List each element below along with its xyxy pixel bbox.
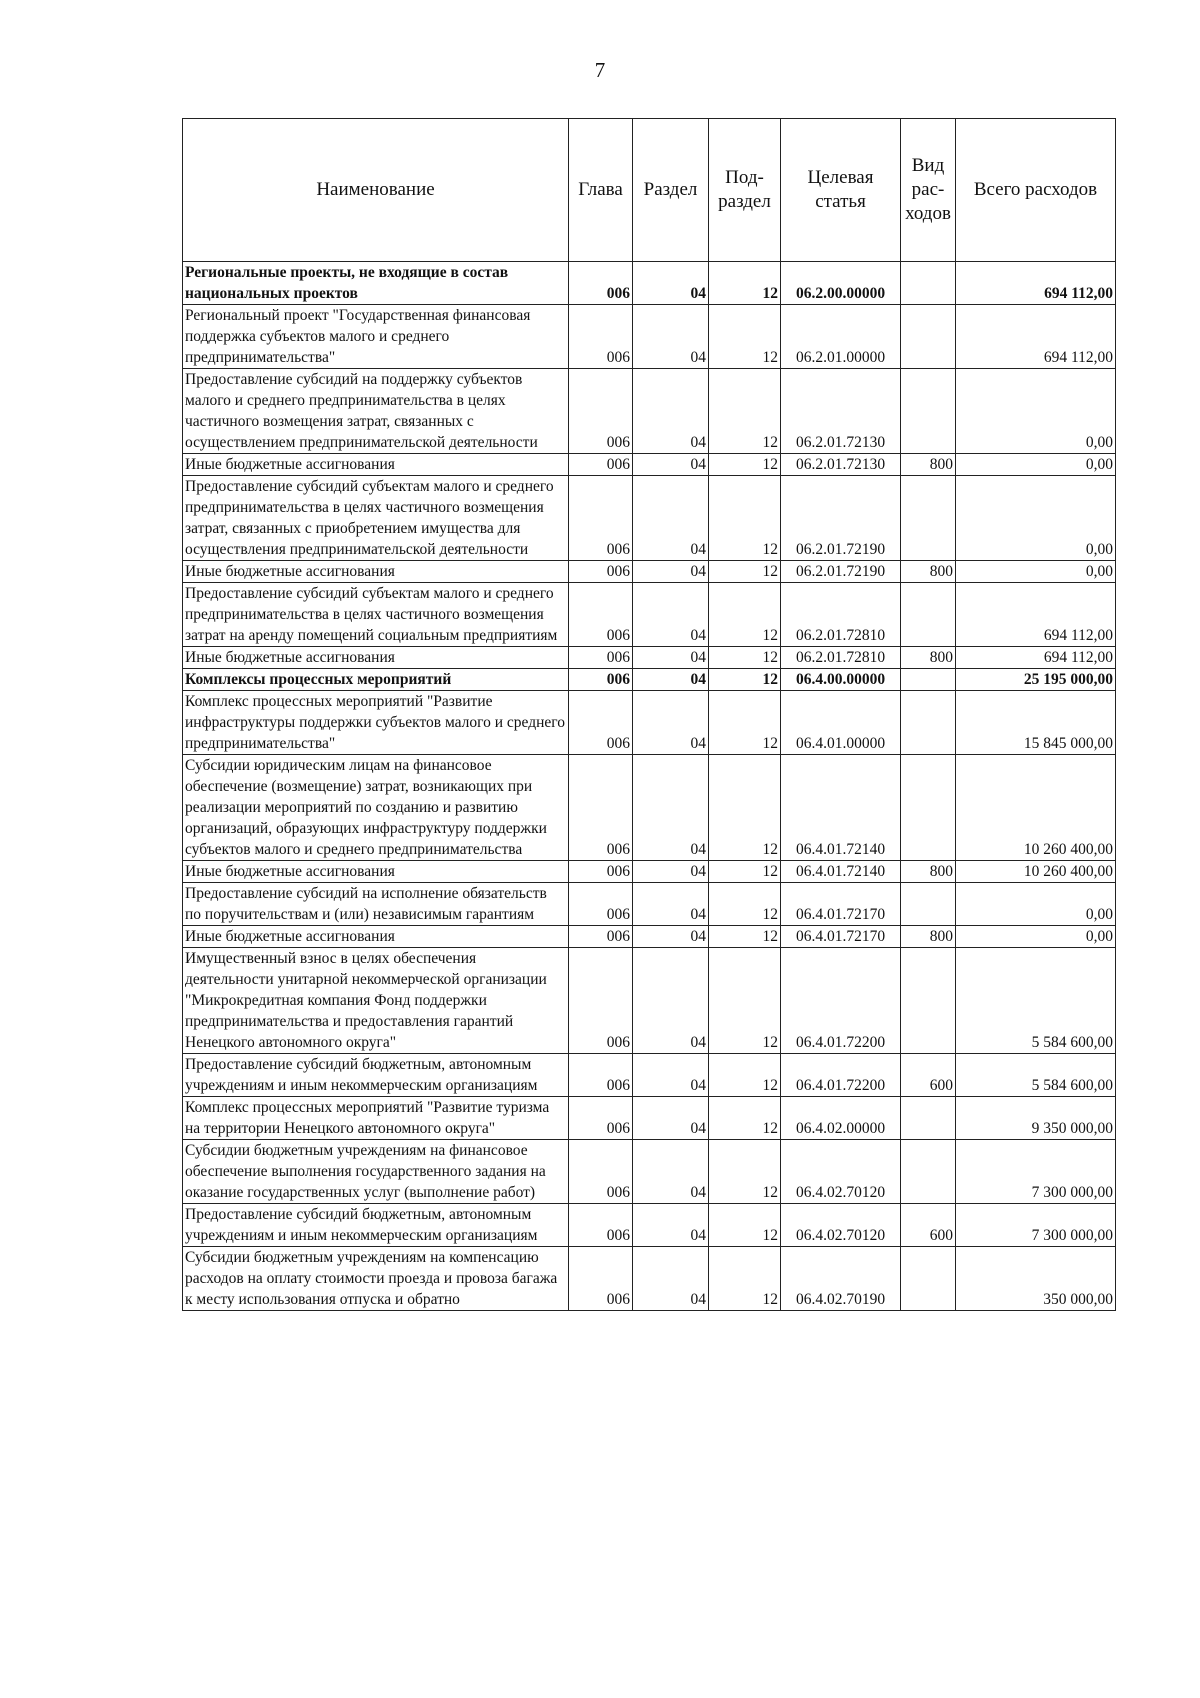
row-vid [901, 369, 956, 454]
row-stat: 06.2.00.00000 [781, 262, 901, 305]
row-glava: 006 [569, 1247, 633, 1311]
row-total: 0,00 [956, 369, 1116, 454]
row-vid [901, 476, 956, 561]
row-name: Иные бюджетные ассигнования [183, 454, 569, 476]
budget-table [182, 118, 1116, 1311]
row-glava: 006 [569, 883, 633, 926]
row-total: 0,00 [956, 561, 1116, 583]
row-glava: 006 [569, 948, 633, 1054]
row-total: 25 195 000,00 [956, 669, 1116, 691]
row-razdel: 04 [633, 669, 709, 691]
row-razdel: 04 [633, 1204, 709, 1247]
row-glava: 006 [569, 561, 633, 583]
row-name: Предоставление субсидий на поддержку субъектов малого и среднего предпринимательства в целях частичного возмещения затрат, связанных с осуществлением предпринимательской деятельности [183, 369, 569, 454]
row-stat: 06.4.01.72170 [781, 926, 901, 948]
row-vid: 600 [901, 1054, 956, 1097]
row-razdel: 04 [633, 305, 709, 369]
row-stat: 06.4.01.72200 [781, 1054, 901, 1097]
row-glava: 006 [569, 476, 633, 561]
row-stat: 06.2.01.72810 [781, 647, 901, 669]
row-glava: 006 [569, 1097, 633, 1140]
row-name: Иные бюджетные ассигнования [183, 926, 569, 948]
row-total: 0,00 [956, 476, 1116, 561]
row-razdel: 04 [633, 1097, 709, 1140]
row-razdel: 04 [633, 926, 709, 948]
row-podrazdel: 12 [709, 1054, 781, 1097]
row-podrazdel: 12 [709, 305, 781, 369]
table-row [183, 369, 1116, 454]
row-podrazdel: 12 [709, 755, 781, 861]
row-name: Субсидии юридическим лицам на финансовое обеспечение (возмещение) затрат, возникающих при реализации мероприятий по созданию и развитию организаций, образующих инфраструктуру поддержки субъектов малого и среднего предпринимательства [183, 755, 569, 861]
row-glava: 006 [569, 262, 633, 305]
header-name: Наименование [183, 119, 569, 262]
row-razdel: 04 [633, 883, 709, 926]
row-name: Комплекс процессных мероприятий "Развитие туризма на территории Ненецкого автономного округа" [183, 1097, 569, 1140]
row-name: Иные бюджетные ассигнования [183, 861, 569, 883]
row-stat: 06.2.01.00000 [781, 305, 901, 369]
row-podrazdel: 12 [709, 1204, 781, 1247]
table-row [183, 948, 1116, 1054]
row-glava: 006 [569, 1140, 633, 1204]
row-name: Предоставление субсидий бюджетным, автономным учреждениям и иным некоммерческим организациям [183, 1054, 569, 1097]
row-vid [901, 262, 956, 305]
row-name: Субсидии бюджетным учреждениям на компенсацию расходов на оплату стоимости проезда и провоза багажа к месту использования отпуска и обратно [183, 1247, 569, 1311]
row-podrazdel: 12 [709, 861, 781, 883]
row-vid [901, 1247, 956, 1311]
row-vid: 800 [901, 454, 956, 476]
row-razdel: 04 [633, 262, 709, 305]
row-razdel: 04 [633, 1054, 709, 1097]
row-total: 694 112,00 [956, 647, 1116, 669]
row-stat: 06.4.01.72140 [781, 861, 901, 883]
row-name: Субсидии бюджетным учреждениям на финансовое обеспечение выполнения государственного задания на оказание государственных услуг (выполнение работ) [183, 1140, 569, 1204]
row-total: 0,00 [956, 926, 1116, 948]
row-razdel: 04 [633, 454, 709, 476]
header-razdel: Раздел [633, 119, 709, 262]
row-podrazdel: 12 [709, 647, 781, 669]
row-total: 9 350 000,00 [956, 1097, 1116, 1140]
row-name: Региональный проект "Государственная финансовая поддержка субъектов малого и среднего предпринимательства" [183, 305, 569, 369]
row-podrazdel: 12 [709, 369, 781, 454]
row-total: 7 300 000,00 [956, 1140, 1116, 1204]
row-razdel: 04 [633, 369, 709, 454]
row-total: 0,00 [956, 883, 1116, 926]
header-glava: Глава [569, 119, 633, 262]
row-name: Иные бюджетные ассигнования [183, 561, 569, 583]
row-name: Комплексы процессных мероприятий [183, 669, 569, 691]
row-razdel: 04 [633, 647, 709, 669]
row-razdel: 04 [633, 948, 709, 1054]
row-podrazdel: 12 [709, 454, 781, 476]
row-podrazdel: 12 [709, 1097, 781, 1140]
row-vid: 800 [901, 647, 956, 669]
row-glava: 006 [569, 454, 633, 476]
table-row [183, 476, 1116, 561]
row-vid [901, 1097, 956, 1140]
row-total: 694 112,00 [956, 305, 1116, 369]
row-total: 694 112,00 [956, 262, 1116, 305]
row-name: Комплекс процессных мероприятий "Развитие инфраструктуры поддержки субъектов малого и среднего предпринимательства" [183, 691, 569, 755]
row-razdel: 04 [633, 561, 709, 583]
row-total: 10 260 400,00 [956, 755, 1116, 861]
row-podrazdel: 12 [709, 926, 781, 948]
row-glava: 006 [569, 583, 633, 647]
row-glava: 006 [569, 369, 633, 454]
table-row [183, 1140, 1116, 1204]
row-vid: 800 [901, 926, 956, 948]
table-row [183, 647, 1116, 669]
row-podrazdel: 12 [709, 948, 781, 1054]
row-vid [901, 305, 956, 369]
row-total: 15 845 000,00 [956, 691, 1116, 755]
row-glava: 006 [569, 647, 633, 669]
table-row [183, 305, 1116, 369]
row-total: 7 300 000,00 [956, 1204, 1116, 1247]
row-glava: 006 [569, 926, 633, 948]
row-name: Предоставление субсидий бюджетным, автономным учреждениям и иным некоммерческим организациям [183, 1204, 569, 1247]
row-name: Предоставление субсидий субъектам малого и среднего предпринимательства в целях частичного возмещения затрат на аренду помещений социальным предприятиям [183, 583, 569, 647]
row-podrazdel: 12 [709, 669, 781, 691]
table-row [183, 1204, 1116, 1247]
table-row [183, 691, 1116, 755]
row-stat: 06.4.01.72170 [781, 883, 901, 926]
row-podrazdel: 12 [709, 1247, 781, 1311]
row-vid [901, 583, 956, 647]
row-glava: 006 [569, 691, 633, 755]
row-vid [901, 948, 956, 1054]
table-row [183, 561, 1116, 583]
row-total: 5 584 600,00 [956, 1054, 1116, 1097]
row-razdel: 04 [633, 861, 709, 883]
row-stat: 06.4.02.70190 [781, 1247, 901, 1311]
header-vid: Вид рас- ходов [901, 119, 956, 262]
row-stat: 06.4.02.70120 [781, 1204, 901, 1247]
row-razdel: 04 [633, 476, 709, 561]
row-name: Предоставление субсидий субъектам малого и среднего предпринимательства в целях частичного возмещения затрат, связанных с приобретением имущества для осуществления предпринимательской деятельности [183, 476, 569, 561]
row-vid [901, 1140, 956, 1204]
header-podrazdel: Под- раздел [709, 119, 781, 262]
row-glava: 006 [569, 1204, 633, 1247]
row-total: 5 584 600,00 [956, 948, 1116, 1054]
row-name: Иные бюджетные ассигнования [183, 647, 569, 669]
row-total: 350 000,00 [956, 1247, 1116, 1311]
row-glava: 006 [569, 861, 633, 883]
row-vid [901, 669, 956, 691]
row-razdel: 04 [633, 583, 709, 647]
table-row [183, 926, 1116, 948]
row-stat: 06.4.00.00000 [781, 669, 901, 691]
row-stat: 06.2.01.72190 [781, 561, 901, 583]
header-stat: Целевая статья [781, 119, 901, 262]
row-name: Региональные проекты, не входящие в состав национальных проектов [183, 262, 569, 305]
table-row [183, 1247, 1116, 1311]
row-stat: 06.4.01.00000 [781, 691, 901, 755]
table-row [183, 454, 1116, 476]
table-row [183, 669, 1116, 691]
row-stat: 06.2.01.72190 [781, 476, 901, 561]
row-vid [901, 691, 956, 755]
table-row [183, 883, 1116, 926]
row-razdel: 04 [633, 1140, 709, 1204]
row-vid: 800 [901, 561, 956, 583]
row-podrazdel: 12 [709, 476, 781, 561]
header-row [183, 119, 1116, 262]
table-row [183, 1054, 1116, 1097]
row-stat: 06.4.01.72200 [781, 948, 901, 1054]
row-glava: 006 [569, 755, 633, 861]
row-glava: 006 [569, 305, 633, 369]
row-razdel: 04 [633, 755, 709, 861]
row-total: 10 260 400,00 [956, 861, 1116, 883]
row-vid: 600 [901, 1204, 956, 1247]
table-row [183, 755, 1116, 861]
row-stat: 06.2.01.72810 [781, 583, 901, 647]
row-razdel: 04 [633, 691, 709, 755]
row-total: 694 112,00 [956, 583, 1116, 647]
row-razdel: 04 [633, 1247, 709, 1311]
header-total: Всего расходов [956, 119, 1116, 262]
table-row [183, 1097, 1116, 1140]
table-row [183, 861, 1116, 883]
row-podrazdel: 12 [709, 883, 781, 926]
row-podrazdel: 12 [709, 262, 781, 305]
row-podrazdel: 12 [709, 1140, 781, 1204]
row-stat: 06.2.01.72130 [781, 454, 901, 476]
row-vid: 800 [901, 861, 956, 883]
row-stat: 06.4.02.70120 [781, 1140, 901, 1204]
row-stat: 06.4.02.00000 [781, 1097, 901, 1140]
row-vid [901, 755, 956, 861]
row-vid [901, 883, 956, 926]
row-podrazdel: 12 [709, 691, 781, 755]
table-row [183, 583, 1116, 647]
page-number: 7 [594, 58, 606, 82]
row-total: 0,00 [956, 454, 1116, 476]
table-row [183, 262, 1116, 305]
row-podrazdel: 12 [709, 583, 781, 647]
row-glava: 006 [569, 1054, 633, 1097]
row-name: Имущественный взнос в целях обеспечения деятельности унитарной некоммерческой организации "Микрокредитная компания Фонд поддержки предпринимательства и предоставления гарантий Ненецкого автономного округа" [183, 948, 569, 1054]
row-glava: 006 [569, 669, 633, 691]
row-name: Предоставление субсидий на исполнение обязательств по поручительствам и (или) независимым гарантиям [183, 883, 569, 926]
row-podrazdel: 12 [709, 561, 781, 583]
row-stat: 06.4.01.72140 [781, 755, 901, 861]
row-stat: 06.2.01.72130 [781, 369, 901, 454]
